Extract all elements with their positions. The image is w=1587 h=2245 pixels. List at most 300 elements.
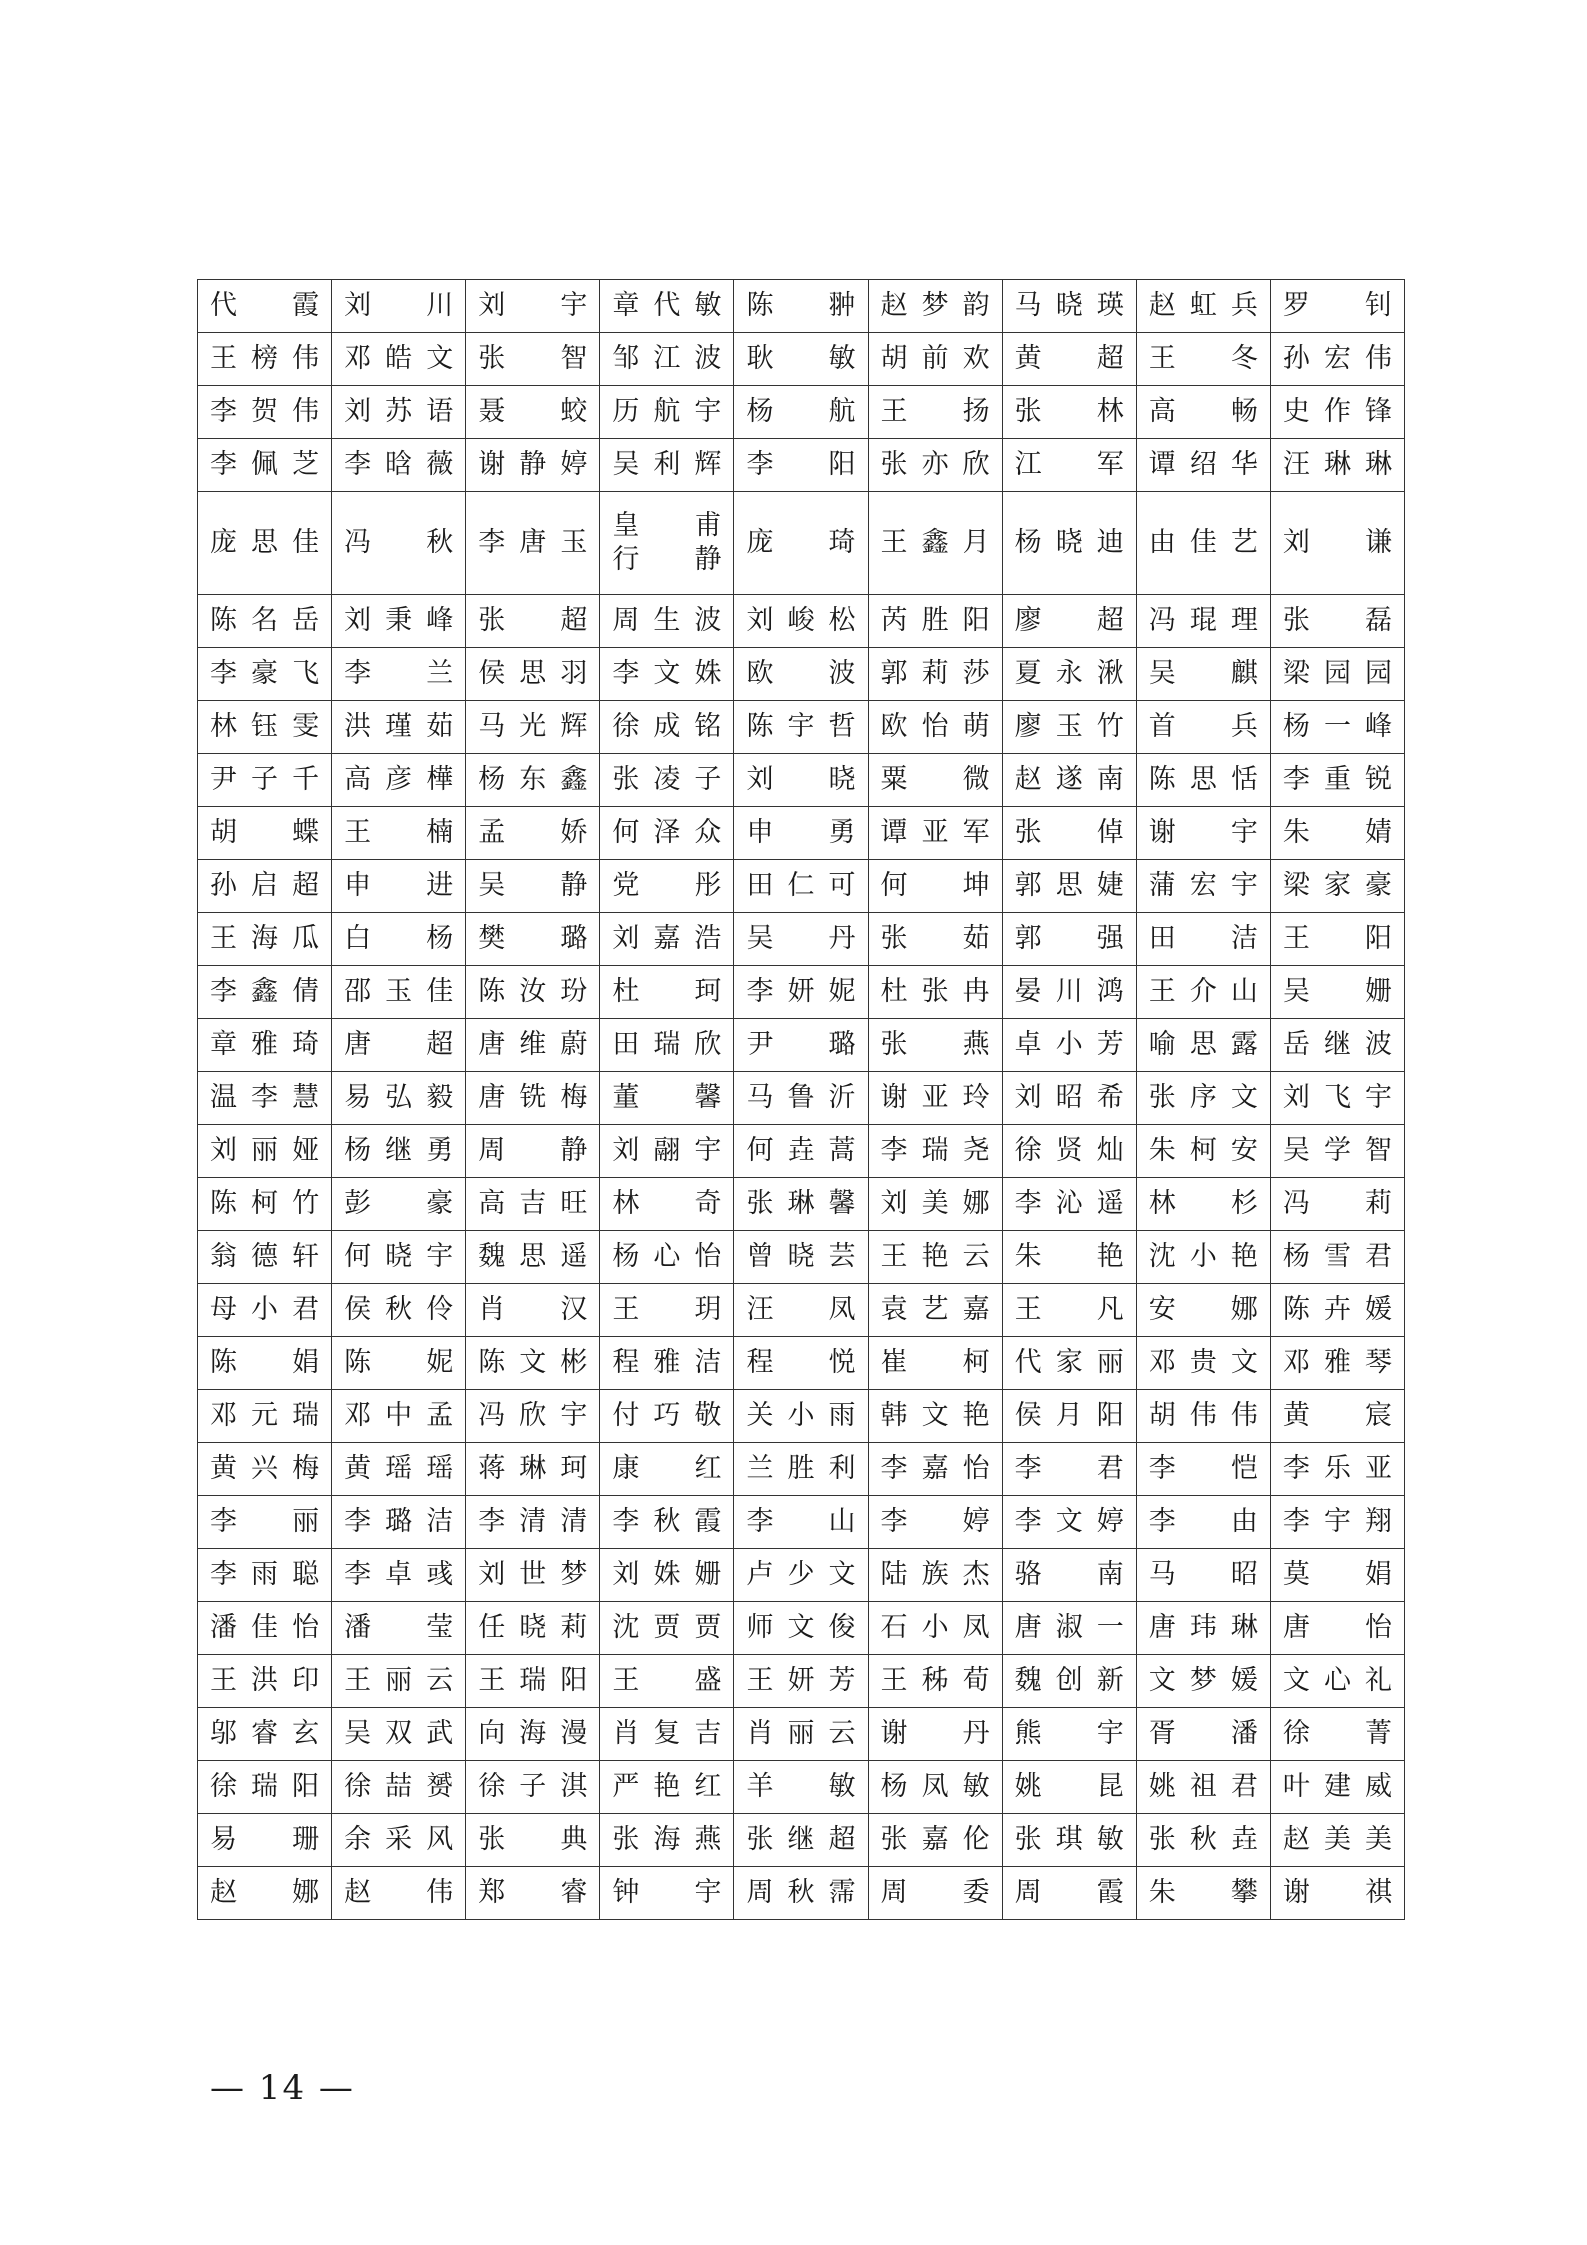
name-text: 李 妍 妮 — [746, 976, 856, 1008]
name-cell — [734, 1655, 868, 1708]
table-row — [198, 1549, 1405, 1602]
name-cell — [1002, 648, 1136, 701]
name-text: 朱 艳 — [1014, 1241, 1124, 1273]
name-cell — [600, 1814, 734, 1867]
name-text: 肖 复 吉 — [612, 1718, 722, 1750]
name-text: 党 彤 — [612, 870, 722, 902]
name-text: 刘 丽 娅 — [210, 1135, 320, 1167]
name-text: 高 畅 — [1148, 396, 1258, 428]
name-cell — [868, 913, 1002, 966]
name-text: 赵 美 美 — [1282, 1824, 1392, 1856]
name-text: 文 心 礼 — [1282, 1665, 1392, 1697]
name-text: 徐 贤 灿 — [1014, 1135, 1124, 1167]
name-text: 胡 蝶 — [210, 817, 320, 849]
name-text: 洪 瑾 茹 — [344, 711, 454, 743]
table-row — [198, 1867, 1405, 1920]
name-cell — [1002, 913, 1136, 966]
name-text: 张 智 — [478, 343, 588, 375]
name-cell — [868, 492, 1002, 595]
name-text: 张 磊 — [1282, 605, 1392, 637]
name-text: 杨 凤 敏 — [880, 1771, 990, 1803]
name-text: 杨 晓 迪 — [1014, 527, 1124, 559]
name-cell — [1136, 701, 1270, 754]
name-cell — [734, 1178, 868, 1231]
name-text: 周 委 — [880, 1877, 990, 1909]
name-text: 徐 成 铭 — [612, 711, 722, 743]
name-cell — [600, 1337, 734, 1390]
name-text: 胡 前 欢 — [880, 343, 990, 375]
name-text: 黄 宸 — [1282, 1400, 1392, 1432]
name-cell — [868, 1125, 1002, 1178]
name-text: 王 玥 — [612, 1294, 722, 1326]
name-text: 易 弘 毅 — [344, 1082, 454, 1114]
name-cell — [466, 1231, 600, 1284]
name-text: 赵 梦 韵 — [880, 290, 990, 322]
name-text: 刘 世 梦 — [478, 1559, 588, 1591]
table-row — [198, 701, 1405, 754]
name-cell — [1270, 1708, 1404, 1761]
name-cell — [1270, 439, 1404, 492]
name-cell — [868, 1231, 1002, 1284]
name-cell — [734, 333, 868, 386]
name-text: 郭 思 婕 — [1014, 870, 1124, 902]
name-cell — [1270, 1178, 1404, 1231]
name-cell — [198, 1655, 332, 1708]
name-cell — [1270, 701, 1404, 754]
name-cell — [198, 1231, 332, 1284]
name-cell — [198, 1602, 332, 1655]
name-cell — [198, 913, 332, 966]
name-text: 陈 名 岳 — [210, 605, 320, 637]
name-cell — [466, 1708, 600, 1761]
name-cell — [868, 333, 1002, 386]
name-cell — [1136, 1178, 1270, 1231]
name-cell — [332, 1761, 466, 1814]
name-cell — [1270, 386, 1404, 439]
name-cell — [1270, 1549, 1404, 1602]
table-row — [198, 648, 1405, 701]
name-cell — [332, 333, 466, 386]
name-cell — [1270, 966, 1404, 1019]
name-text: 谢 丹 — [880, 1718, 990, 1750]
name-cell — [466, 386, 600, 439]
name-text: 陈 柯 竹 — [210, 1188, 320, 1220]
name-cell — [466, 280, 600, 333]
name-text: 黄 兴 梅 — [210, 1453, 320, 1485]
name-text: 申 勇 — [746, 817, 856, 849]
name-text: 林 奇 — [612, 1188, 722, 1220]
name-cell — [600, 1178, 734, 1231]
name-text: 郭 莉 莎 — [880, 658, 990, 690]
name-cell — [466, 966, 600, 1019]
name-text: 王 盛 — [612, 1665, 722, 1697]
name-cell — [198, 648, 332, 701]
name-text: 李 唐 玉 — [478, 527, 588, 559]
name-cell — [734, 754, 868, 807]
table-row — [198, 754, 1405, 807]
name-text: 钟 宇 — [612, 1877, 722, 1909]
name-cell — [332, 1337, 466, 1390]
name-text: 李 婷 — [880, 1506, 990, 1538]
name-text: 潘 莹 — [344, 1612, 454, 1644]
name-text: 朱 婧 — [1282, 817, 1392, 849]
name-text: 皇 甫 行 静 — [612, 510, 722, 575]
name-cell — [1002, 807, 1136, 860]
name-cell — [868, 1496, 1002, 1549]
name-cell — [1270, 1072, 1404, 1125]
name-text: 梁 家 豪 — [1282, 870, 1392, 902]
name-cell — [600, 1708, 734, 1761]
name-text: 王 楠 — [344, 817, 454, 849]
name-text: 马 晓 瑛 — [1014, 290, 1124, 322]
name-cell — [868, 1708, 1002, 1761]
table-row — [198, 439, 1405, 492]
table-row — [198, 1178, 1405, 1231]
name-text: 郭 强 — [1014, 923, 1124, 955]
name-cell — [868, 1549, 1002, 1602]
name-text: 邓 贵 文 — [1148, 1347, 1258, 1379]
name-text: 章 雅 琦 — [210, 1029, 320, 1061]
name-text: 杨 雪 君 — [1282, 1241, 1392, 1273]
name-cell — [332, 1178, 466, 1231]
name-text: 任 晓 莉 — [478, 1612, 588, 1644]
name-cell — [734, 1390, 868, 1443]
name-text: 刘 翮 宇 — [612, 1135, 722, 1167]
name-cell — [1002, 1072, 1136, 1125]
name-cell — [734, 595, 868, 648]
name-text: 冯 莉 — [1282, 1188, 1392, 1220]
name-cell — [332, 1019, 466, 1072]
name-text: 唐 怡 — [1282, 1612, 1392, 1644]
names-table — [197, 279, 1405, 1920]
name-cell — [1270, 1019, 1404, 1072]
name-text: 侯 思 羽 — [478, 658, 588, 690]
name-cell — [466, 754, 600, 807]
name-cell — [466, 439, 600, 492]
name-cell — [734, 1125, 868, 1178]
name-cell — [1136, 1496, 1270, 1549]
name-cell — [466, 648, 600, 701]
name-text: 李 佩 芝 — [210, 449, 320, 481]
name-text: 王 丽 云 — [344, 1665, 454, 1697]
name-text: 李 清 清 — [478, 1506, 588, 1538]
name-cell — [1136, 1125, 1270, 1178]
name-cell — [1136, 807, 1270, 860]
name-cell — [734, 648, 868, 701]
name-cell — [1136, 386, 1270, 439]
name-text: 孟 娇 — [478, 817, 588, 849]
name-cell — [198, 1708, 332, 1761]
name-cell — [1002, 1655, 1136, 1708]
name-text: 石 小 凤 — [880, 1612, 990, 1644]
name-cell — [466, 1655, 600, 1708]
name-cell — [868, 1337, 1002, 1390]
name-cell — [734, 807, 868, 860]
name-cell — [466, 913, 600, 966]
name-text: 何 泽 众 — [612, 817, 722, 849]
name-text: 付 巧 敬 — [612, 1400, 722, 1432]
name-cell — [198, 1867, 332, 1920]
table-row — [198, 1072, 1405, 1125]
name-text: 侯 秋 伶 — [344, 1294, 454, 1326]
name-cell — [1002, 1178, 1136, 1231]
name-cell — [1270, 1337, 1404, 1390]
name-cell — [868, 595, 1002, 648]
name-text: 廖 玉 竹 — [1014, 711, 1124, 743]
name-cell — [1136, 280, 1270, 333]
name-cell — [466, 1072, 600, 1125]
name-text: 卢 少 文 — [746, 1559, 856, 1591]
name-text: 李 由 — [1148, 1506, 1258, 1538]
name-cell — [1002, 1284, 1136, 1337]
name-text: 芮 胜 阳 — [880, 605, 990, 637]
name-cell — [868, 1814, 1002, 1867]
table-row — [198, 1761, 1405, 1814]
name-cell — [734, 913, 868, 966]
name-cell — [600, 1867, 734, 1920]
name-text: 李 鑫 倩 — [210, 976, 320, 1008]
name-text: 唐 超 — [344, 1029, 454, 1061]
name-cell — [600, 966, 734, 1019]
name-text: 邬 睿 玄 — [210, 1718, 320, 1750]
name-text: 夏 永 湫 — [1014, 658, 1124, 690]
name-cell — [466, 492, 600, 595]
name-cell — [600, 807, 734, 860]
name-cell — [734, 701, 868, 754]
name-cell — [734, 966, 868, 1019]
name-cell — [198, 1337, 332, 1390]
name-text: 唐 淑 一 — [1014, 1612, 1124, 1644]
name-text: 刘 嘉 浩 — [612, 923, 722, 955]
name-cell — [1270, 913, 1404, 966]
name-cell — [466, 1443, 600, 1496]
name-text: 王 介 山 — [1148, 976, 1258, 1008]
name-text: 李 晗 薇 — [344, 449, 454, 481]
name-text: 唐 维 蔚 — [478, 1029, 588, 1061]
name-cell — [198, 1125, 332, 1178]
name-cell — [1136, 1867, 1270, 1920]
name-text: 陈 汝 玢 — [478, 976, 588, 1008]
name-cell — [868, 701, 1002, 754]
name-cell — [1136, 754, 1270, 807]
name-text: 赵 遂 南 — [1014, 764, 1124, 796]
name-cell — [466, 807, 600, 860]
name-text: 张 海 燕 — [612, 1824, 722, 1856]
name-cell — [600, 1549, 734, 1602]
name-cell — [1270, 333, 1404, 386]
name-cell — [734, 1867, 868, 1920]
name-cell — [600, 1125, 734, 1178]
name-cell — [198, 860, 332, 913]
name-cell — [1136, 595, 1270, 648]
name-cell — [734, 1072, 868, 1125]
name-text: 刘 美 娜 — [880, 1188, 990, 1220]
name-cell — [868, 1602, 1002, 1655]
name-text: 尹 子 千 — [210, 764, 320, 796]
name-text: 曾 晓 芸 — [746, 1241, 856, 1273]
name-cell — [332, 1602, 466, 1655]
name-text: 吴 姗 — [1282, 976, 1392, 1008]
name-cell — [332, 1655, 466, 1708]
name-cell — [1002, 1337, 1136, 1390]
name-text: 马 光 辉 — [478, 711, 588, 743]
name-text: 陈 宇 哲 — [746, 711, 856, 743]
name-cell — [1136, 648, 1270, 701]
name-text: 刘 宇 — [478, 290, 588, 322]
name-cell — [600, 648, 734, 701]
name-cell — [1136, 1443, 1270, 1496]
name-text: 周 霞 — [1014, 1877, 1124, 1909]
name-cell — [868, 1867, 1002, 1920]
name-cell — [600, 754, 734, 807]
name-text: 冯 秋 — [344, 527, 454, 559]
name-text: 何 坤 — [880, 870, 990, 902]
name-cell — [1136, 860, 1270, 913]
name-cell — [868, 1390, 1002, 1443]
name-cell — [332, 1125, 466, 1178]
table-row — [198, 1390, 1405, 1443]
name-cell — [1136, 1602, 1270, 1655]
name-text: 田 洁 — [1148, 923, 1258, 955]
name-cell — [1270, 595, 1404, 648]
name-text: 关 小 雨 — [746, 1400, 856, 1432]
name-cell — [332, 1708, 466, 1761]
name-text: 代 霞 — [210, 290, 320, 322]
name-cell — [332, 1390, 466, 1443]
name-text: 胥 潘 — [1148, 1718, 1258, 1750]
name-cell — [734, 860, 868, 913]
name-cell — [1002, 1814, 1136, 1867]
name-text: 张 典 — [478, 1824, 588, 1856]
name-cell — [198, 595, 332, 648]
name-text: 徐 喆 赟 — [344, 1771, 454, 1803]
name-text: 杜 珂 — [612, 976, 722, 1008]
name-text: 程 悦 — [746, 1347, 856, 1379]
name-text: 魏 创 新 — [1014, 1665, 1124, 1697]
name-cell — [1002, 1549, 1136, 1602]
name-cell — [868, 386, 1002, 439]
name-text: 由 佳 艺 — [1148, 527, 1258, 559]
name-text: 樊 璐 — [478, 923, 588, 955]
name-text: 冯 欣 宇 — [478, 1400, 588, 1432]
name-text: 代 家 丽 — [1014, 1347, 1124, 1379]
name-cell — [1270, 1655, 1404, 1708]
name-cell — [1136, 1549, 1270, 1602]
name-cell — [198, 386, 332, 439]
name-text: 李 兰 — [344, 658, 454, 690]
name-text: 程 雅 洁 — [612, 1347, 722, 1379]
name-cell — [1136, 1337, 1270, 1390]
name-text: 谢 静 婷 — [478, 449, 588, 481]
name-text: 罗 钊 — [1282, 290, 1392, 322]
name-text: 赵 伟 — [344, 1877, 454, 1909]
name-cell — [734, 1284, 868, 1337]
table-row — [198, 860, 1405, 913]
name-cell — [1136, 1231, 1270, 1284]
name-text: 陈 文 彬 — [478, 1347, 588, 1379]
name-text: 吴 双 武 — [344, 1718, 454, 1750]
name-text: 汪 琳 琳 — [1282, 449, 1392, 481]
name-text: 王 瑞 阳 — [478, 1665, 588, 1697]
name-cell — [600, 1390, 734, 1443]
name-text: 杨 心 怡 — [612, 1241, 722, 1273]
name-text: 邓 中 孟 — [344, 1400, 454, 1432]
name-text: 文 梦 媛 — [1148, 1665, 1258, 1697]
name-cell — [1136, 1072, 1270, 1125]
name-text: 安 娜 — [1148, 1294, 1258, 1326]
name-text: 吴 利 辉 — [612, 449, 722, 481]
name-cell — [1002, 1019, 1136, 1072]
name-cell — [1002, 1496, 1136, 1549]
name-text: 唐 玮 琳 — [1148, 1612, 1258, 1644]
name-cell — [1002, 1867, 1136, 1920]
name-cell — [1002, 1390, 1136, 1443]
table-row — [198, 1125, 1405, 1178]
name-text: 冯 琨 理 — [1148, 605, 1258, 637]
name-text: 张 超 — [478, 605, 588, 637]
name-cell — [466, 1496, 600, 1549]
name-cell — [734, 1019, 868, 1072]
name-text: 杨 航 — [746, 396, 856, 428]
names-table-body — [198, 280, 1405, 1920]
table-row — [198, 1443, 1405, 1496]
name-text: 史 作 锋 — [1282, 396, 1392, 428]
name-cell — [600, 595, 734, 648]
name-cell — [868, 1019, 1002, 1072]
name-cell — [1270, 860, 1404, 913]
name-text: 梁 园 园 — [1282, 658, 1392, 690]
name-cell — [466, 860, 600, 913]
name-text: 陈 娟 — [210, 1347, 320, 1379]
name-cell — [1002, 1761, 1136, 1814]
name-text: 康 红 — [612, 1453, 722, 1485]
name-text: 张 琪 敏 — [1014, 1824, 1124, 1856]
name-text: 黄 超 — [1014, 343, 1124, 375]
name-text: 徐 子 淇 — [478, 1771, 588, 1803]
name-text: 李 君 — [1014, 1453, 1124, 1485]
name-text: 胡 伟 伟 — [1148, 1400, 1258, 1432]
name-cell — [1002, 1231, 1136, 1284]
name-cell — [332, 386, 466, 439]
name-cell — [1002, 1125, 1136, 1178]
name-text: 周 生 波 — [612, 605, 722, 637]
name-cell — [600, 280, 734, 333]
name-cell — [198, 754, 332, 807]
name-text: 刘 川 — [344, 290, 454, 322]
name-cell — [466, 595, 600, 648]
name-cell — [332, 280, 466, 333]
name-text: 章 代 敏 — [612, 290, 722, 322]
name-cell — [1270, 1125, 1404, 1178]
name-cell — [868, 860, 1002, 913]
name-text: 汪 凤 — [746, 1294, 856, 1326]
name-cell — [332, 492, 466, 595]
name-cell — [734, 1549, 868, 1602]
name-text: 林 杉 — [1148, 1188, 1258, 1220]
name-text: 马 鲁 沂 — [746, 1082, 856, 1114]
name-text: 姚 昆 — [1014, 1771, 1124, 1803]
name-cell — [600, 1496, 734, 1549]
name-text: 张 凌 子 — [612, 764, 722, 796]
name-cell — [868, 280, 1002, 333]
name-text: 袁 艺 嘉 — [880, 1294, 990, 1326]
name-cell — [466, 1019, 600, 1072]
page-number: — 14 — — [210, 2068, 355, 2108]
name-cell — [466, 701, 600, 754]
name-cell — [1002, 754, 1136, 807]
name-text: 谢 亚 玲 — [880, 1082, 990, 1114]
name-text: 熊 宇 — [1014, 1718, 1124, 1750]
